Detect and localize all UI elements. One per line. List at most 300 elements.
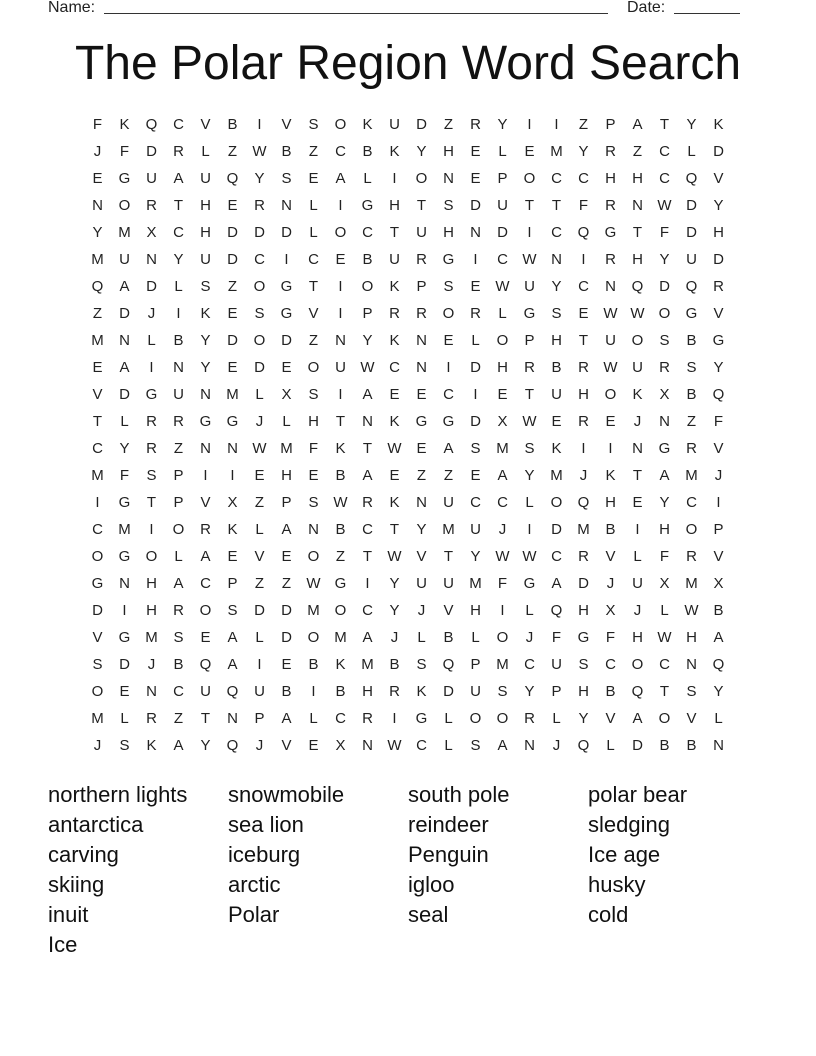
grid-letter[interactable]: C bbox=[362, 224, 373, 241]
grid-letter[interactable]: D bbox=[497, 224, 508, 241]
grid-letter[interactable]: G bbox=[118, 494, 131, 511]
grid-letter[interactable]: Y bbox=[524, 683, 535, 700]
grid-letter[interactable]: H bbox=[308, 413, 319, 430]
grid-letter[interactable]: H bbox=[605, 170, 616, 187]
grid-letter[interactable]: E bbox=[470, 278, 481, 295]
grid-letter[interactable]: L bbox=[525, 494, 534, 511]
grid-letter[interactable]: L bbox=[174, 278, 183, 295]
grid-letter[interactable]: R bbox=[470, 305, 481, 322]
grid-letter[interactable]: N bbox=[200, 386, 211, 403]
grid-letter[interactable]: M bbox=[496, 440, 509, 457]
grid-letter[interactable]: F bbox=[659, 224, 670, 241]
grid-letter[interactable]: I bbox=[608, 440, 613, 457]
grid-letter[interactable]: O bbox=[307, 629, 320, 646]
grid-letter[interactable]: Z bbox=[92, 305, 103, 322]
grid-letter[interactable]: O bbox=[496, 629, 509, 646]
grid-letter[interactable]: K bbox=[416, 683, 427, 700]
grid-letter[interactable]: J bbox=[93, 143, 102, 160]
grid-letter[interactable]: S bbox=[659, 332, 670, 349]
grid-letter[interactable]: O bbox=[91, 683, 104, 700]
grid-letter[interactable]: Q bbox=[199, 656, 212, 673]
grid-letter[interactable]: G bbox=[280, 305, 293, 322]
grid-letter[interactable]: R bbox=[173, 413, 184, 430]
grid-letter[interactable]: J bbox=[552, 737, 561, 754]
grid-letter[interactable]: W bbox=[630, 305, 645, 322]
grid-letter[interactable]: O bbox=[550, 494, 563, 511]
grid-letter[interactable]: A bbox=[119, 359, 130, 376]
grid-letter[interactable]: N bbox=[713, 737, 724, 754]
grid-letter[interactable]: O bbox=[604, 386, 617, 403]
grid-letter[interactable]: U bbox=[470, 683, 481, 700]
grid-letter[interactable]: T bbox=[524, 197, 535, 214]
grid-letter[interactable]: L bbox=[309, 710, 318, 727]
grid-letter[interactable]: C bbox=[605, 656, 616, 673]
grid-letter[interactable]: T bbox=[173, 197, 184, 214]
grid-letter[interactable]: W bbox=[657, 197, 672, 214]
grid-letter[interactable]: F bbox=[308, 440, 319, 457]
grid-letter[interactable]: H bbox=[443, 224, 454, 241]
grid-letter[interactable]: H bbox=[200, 197, 211, 214]
grid-letter[interactable]: G bbox=[442, 251, 455, 268]
grid-letter[interactable]: K bbox=[389, 278, 400, 295]
grid-letter[interactable]: N bbox=[146, 251, 157, 268]
grid-letter[interactable]: R bbox=[578, 359, 589, 376]
grid-letter[interactable]: X bbox=[659, 575, 670, 592]
grid-letter[interactable]: A bbox=[335, 170, 346, 187]
grid-letter[interactable]: S bbox=[92, 656, 103, 673]
grid-letter[interactable]: D bbox=[227, 332, 238, 349]
grid-letter[interactable]: Q bbox=[226, 683, 239, 700]
grid-letter[interactable]: Q bbox=[631, 683, 644, 700]
grid-letter[interactable]: L bbox=[309, 224, 318, 241]
grid-letter[interactable]: O bbox=[145, 548, 158, 565]
grid-letter[interactable]: M bbox=[118, 224, 131, 241]
grid-letter[interactable]: O bbox=[199, 602, 212, 619]
grid-letter[interactable]: W bbox=[387, 737, 402, 754]
grid-letter[interactable]: V bbox=[254, 548, 265, 565]
grid-letter[interactable]: B bbox=[605, 683, 616, 700]
grid-letter[interactable]: U bbox=[119, 251, 130, 268]
grid-letter[interactable]: T bbox=[632, 467, 643, 484]
grid-letter[interactable]: E bbox=[227, 548, 238, 565]
grid-letter[interactable]: J bbox=[390, 629, 399, 646]
grid-letter[interactable]: L bbox=[201, 143, 210, 160]
grid-letter[interactable]: C bbox=[686, 494, 697, 511]
grid-letter[interactable]: U bbox=[443, 494, 454, 511]
grid-letter[interactable]: O bbox=[253, 278, 266, 295]
grid-letter[interactable]: O bbox=[631, 656, 644, 673]
grid-letter[interactable]: I bbox=[581, 251, 586, 268]
grid-letter[interactable]: Z bbox=[308, 143, 319, 160]
grid-letter[interactable]: N bbox=[173, 359, 184, 376]
grid-letter[interactable]: A bbox=[362, 467, 373, 484]
grid-letter[interactable]: Z bbox=[254, 494, 265, 511]
grid-letter[interactable]: H bbox=[281, 467, 292, 484]
grid-letter[interactable]: O bbox=[334, 602, 347, 619]
grid-letter[interactable]: R bbox=[389, 305, 400, 322]
grid-letter[interactable]: Z bbox=[254, 575, 265, 592]
grid-letter[interactable]: W bbox=[360, 359, 375, 376]
grid-letter[interactable]: G bbox=[658, 440, 671, 457]
grid-letter[interactable]: D bbox=[119, 386, 130, 403]
grid-letter[interactable]: N bbox=[146, 683, 157, 700]
grid-letter[interactable]: J bbox=[498, 521, 507, 538]
grid-letter[interactable]: Q bbox=[550, 602, 563, 619]
grid-letter[interactable]: H bbox=[632, 251, 643, 268]
grid-letter[interactable]: Z bbox=[686, 413, 697, 430]
grid-letter[interactable]: H bbox=[146, 602, 157, 619]
grid-letter[interactable]: D bbox=[281, 629, 292, 646]
grid-letter[interactable]: E bbox=[389, 467, 400, 484]
grid-letter[interactable]: J bbox=[633, 602, 642, 619]
grid-letter[interactable]: X bbox=[497, 413, 508, 430]
grid-letter[interactable]: T bbox=[659, 116, 670, 133]
grid-letter[interactable]: R bbox=[146, 413, 157, 430]
grid-letter[interactable]: T bbox=[659, 683, 670, 700]
grid-letter[interactable]: E bbox=[92, 170, 103, 187]
grid-letter[interactable]: S bbox=[578, 656, 589, 673]
grid-letter[interactable]: T bbox=[146, 494, 157, 511]
grid-letter[interactable]: U bbox=[200, 251, 211, 268]
grid-letter[interactable]: E bbox=[497, 386, 508, 403]
grid-letter[interactable]: I bbox=[122, 602, 127, 619]
grid-letter[interactable]: B bbox=[686, 386, 697, 403]
grid-letter[interactable]: P bbox=[362, 305, 373, 322]
grid-letter[interactable]: I bbox=[203, 467, 208, 484]
grid-letter[interactable]: D bbox=[119, 305, 130, 322]
grid-letter[interactable]: B bbox=[659, 737, 670, 754]
grid-letter[interactable]: P bbox=[524, 332, 535, 349]
grid-letter[interactable]: S bbox=[416, 656, 427, 673]
grid-letter[interactable]: M bbox=[685, 575, 698, 592]
grid-letter[interactable]: E bbox=[443, 332, 454, 349]
grid-letter[interactable]: D bbox=[146, 143, 157, 160]
grid-letter[interactable]: V bbox=[200, 116, 211, 133]
grid-letter[interactable]: I bbox=[392, 170, 397, 187]
grid-letter[interactable]: D bbox=[632, 737, 643, 754]
grid-letter[interactable]: I bbox=[365, 575, 370, 592]
grid-letter[interactable]: U bbox=[686, 251, 697, 268]
grid-letter[interactable]: L bbox=[120, 413, 129, 430]
grid-letter[interactable]: K bbox=[362, 116, 373, 133]
grid-letter[interactable]: L bbox=[687, 143, 696, 160]
grid-letter[interactable]: E bbox=[551, 413, 562, 430]
grid-letter[interactable]: E bbox=[281, 359, 292, 376]
grid-letter[interactable]: A bbox=[551, 575, 562, 592]
grid-letter[interactable]: Y bbox=[173, 251, 184, 268]
grid-letter[interactable]: D bbox=[686, 224, 697, 241]
grid-letter[interactable]: P bbox=[497, 170, 508, 187]
grid-letter[interactable]: D bbox=[551, 521, 562, 538]
grid-letter[interactable]: I bbox=[230, 467, 235, 484]
grid-letter[interactable]: C bbox=[335, 143, 346, 160]
grid-letter[interactable]: D bbox=[281, 602, 292, 619]
grid-letter[interactable]: Z bbox=[335, 548, 346, 565]
grid-letter[interactable]: X bbox=[146, 224, 157, 241]
grid-letter[interactable]: S bbox=[200, 278, 211, 295]
grid-letter[interactable]: J bbox=[417, 602, 426, 619]
grid-letter[interactable]: Y bbox=[119, 440, 130, 457]
grid-letter[interactable]: U bbox=[551, 386, 562, 403]
grid-letter[interactable]: G bbox=[577, 629, 590, 646]
grid-letter[interactable]: W bbox=[495, 548, 510, 565]
grid-letter[interactable]: L bbox=[120, 710, 129, 727]
grid-letter[interactable]: C bbox=[659, 656, 670, 673]
grid-letter[interactable]: C bbox=[470, 494, 481, 511]
grid-letter[interactable]: L bbox=[471, 629, 480, 646]
grid-letter[interactable]: G bbox=[523, 575, 536, 592]
grid-letter[interactable]: G bbox=[415, 413, 428, 430]
grid-letter[interactable]: Y bbox=[200, 332, 211, 349]
grid-letter[interactable]: N bbox=[362, 413, 373, 430]
grid-letter[interactable]: Y bbox=[524, 467, 535, 484]
grid-letter[interactable]: R bbox=[416, 251, 427, 268]
grid-letter[interactable]: U bbox=[416, 575, 427, 592]
grid-letter[interactable]: O bbox=[496, 332, 509, 349]
grid-letter[interactable]: U bbox=[443, 575, 454, 592]
grid-letter[interactable]: R bbox=[173, 143, 184, 160]
grid-letter[interactable]: I bbox=[527, 224, 532, 241]
grid-letter[interactable]: O bbox=[631, 332, 644, 349]
grid-letter[interactable]: E bbox=[227, 305, 238, 322]
grid-letter[interactable]: H bbox=[146, 575, 157, 592]
grid-letter[interactable]: E bbox=[578, 305, 589, 322]
grid-letter[interactable]: U bbox=[200, 170, 211, 187]
grid-letter[interactable]: E bbox=[416, 386, 427, 403]
grid-letter[interactable]: J bbox=[93, 737, 102, 754]
grid-letter[interactable]: V bbox=[92, 386, 103, 403]
grid-letter[interactable]: T bbox=[362, 548, 373, 565]
grid-letter[interactable]: U bbox=[551, 656, 562, 673]
grid-letter[interactable]: S bbox=[308, 494, 319, 511]
grid-letter[interactable]: T bbox=[389, 521, 400, 538]
grid-letter[interactable]: Z bbox=[578, 116, 589, 133]
grid-letter[interactable]: O bbox=[415, 170, 428, 187]
grid-letter[interactable]: M bbox=[685, 467, 698, 484]
grid-letter[interactable]: A bbox=[713, 629, 724, 646]
grid-letter[interactable]: R bbox=[362, 494, 373, 511]
grid-letter[interactable]: S bbox=[146, 467, 157, 484]
grid-letter[interactable]: B bbox=[227, 116, 238, 133]
grid-letter[interactable]: C bbox=[173, 116, 184, 133]
grid-letter[interactable]: S bbox=[470, 440, 481, 457]
grid-letter[interactable]: L bbox=[525, 602, 534, 619]
grid-letter[interactable]: B bbox=[335, 683, 346, 700]
grid-letter[interactable]: I bbox=[257, 116, 262, 133]
grid-letter[interactable]: S bbox=[551, 305, 562, 322]
grid-letter[interactable]: F bbox=[497, 575, 508, 592]
grid-letter[interactable]: R bbox=[146, 440, 157, 457]
grid-letter[interactable]: E bbox=[227, 197, 238, 214]
grid-letter[interactable]: J bbox=[714, 467, 723, 484]
grid-letter[interactable]: H bbox=[713, 224, 724, 241]
grid-letter[interactable]: S bbox=[497, 683, 508, 700]
grid-letter[interactable]: N bbox=[659, 413, 670, 430]
grid-letter[interactable]: T bbox=[578, 332, 589, 349]
grid-letter[interactable]: L bbox=[606, 737, 615, 754]
grid-letter[interactable]: F bbox=[551, 629, 562, 646]
grid-letter[interactable]: E bbox=[254, 467, 265, 484]
grid-letter[interactable]: M bbox=[91, 251, 104, 268]
grid-letter[interactable]: C bbox=[578, 278, 589, 295]
grid-letter[interactable]: U bbox=[497, 197, 508, 214]
grid-letter[interactable]: W bbox=[333, 494, 348, 511]
grid-letter[interactable]: N bbox=[416, 332, 427, 349]
grid-letter[interactable]: W bbox=[387, 440, 402, 457]
grid-letter[interactable]: E bbox=[119, 683, 130, 700]
grid-letter[interactable]: V bbox=[92, 629, 103, 646]
grid-letter[interactable]: U bbox=[254, 683, 265, 700]
grid-letter[interactable]: D bbox=[227, 251, 238, 268]
grid-letter[interactable]: K bbox=[335, 656, 346, 673]
grid-letter[interactable]: C bbox=[551, 170, 562, 187]
grid-letter[interactable]: M bbox=[280, 440, 293, 457]
grid-letter[interactable]: G bbox=[226, 413, 239, 430]
grid-letter[interactable]: S bbox=[443, 278, 454, 295]
grid-letter[interactable]: R bbox=[686, 548, 697, 565]
grid-letter[interactable]: T bbox=[200, 710, 211, 727]
grid-letter[interactable]: C bbox=[389, 359, 400, 376]
grid-letter[interactable]: V bbox=[713, 548, 724, 565]
grid-letter[interactable]: C bbox=[578, 170, 589, 187]
grid-letter[interactable]: O bbox=[253, 332, 266, 349]
grid-letter[interactable]: D bbox=[659, 278, 670, 295]
grid-letter[interactable]: D bbox=[416, 116, 427, 133]
grid-letter[interactable]: D bbox=[713, 143, 724, 160]
grid-letter[interactable]: Y bbox=[713, 359, 724, 376]
grid-letter[interactable]: E bbox=[470, 143, 481, 160]
grid-letter[interactable]: W bbox=[387, 548, 402, 565]
grid-letter[interactable]: Y bbox=[686, 116, 697, 133]
grid-letter[interactable]: G bbox=[91, 575, 104, 592]
grid-letter[interactable]: Z bbox=[173, 710, 184, 727]
grid-letter[interactable]: D bbox=[92, 602, 103, 619]
grid-letter[interactable]: C bbox=[200, 575, 211, 592]
grid-letter[interactable]: Z bbox=[227, 143, 238, 160]
grid-letter[interactable]: X bbox=[713, 575, 724, 592]
grid-letter[interactable]: R bbox=[605, 143, 616, 160]
grid-letter[interactable]: N bbox=[227, 710, 238, 727]
grid-letter[interactable]: G bbox=[118, 548, 131, 565]
grid-letter[interactable]: G bbox=[361, 197, 374, 214]
grid-letter[interactable]: I bbox=[149, 521, 154, 538]
grid-letter[interactable]: I bbox=[338, 197, 343, 214]
grid-letter[interactable]: D bbox=[686, 197, 697, 214]
grid-letter[interactable]: W bbox=[252, 143, 267, 160]
grid-letter[interactable]: O bbox=[685, 521, 698, 538]
grid-letter[interactable]: U bbox=[335, 359, 346, 376]
grid-letter[interactable]: L bbox=[255, 629, 264, 646]
grid-letter[interactable]: O bbox=[334, 116, 347, 133]
grid-letter[interactable]: B bbox=[362, 251, 373, 268]
grid-letter[interactable]: D bbox=[281, 224, 292, 241]
grid-letter[interactable]: P bbox=[416, 278, 427, 295]
grid-letter[interactable]: Z bbox=[416, 467, 427, 484]
grid-letter[interactable]: H bbox=[362, 683, 373, 700]
grid-letter[interactable]: Q bbox=[631, 278, 644, 295]
grid-letter[interactable]: D bbox=[254, 359, 265, 376]
grid-letter[interactable]: E bbox=[632, 494, 643, 511]
grid-letter[interactable]: K bbox=[119, 116, 130, 133]
grid-letter[interactable]: F bbox=[119, 467, 130, 484]
grid-letter[interactable]: L bbox=[633, 548, 642, 565]
grid-letter[interactable]: P bbox=[173, 494, 184, 511]
grid-letter[interactable]: G bbox=[712, 332, 725, 349]
grid-letter[interactable]: H bbox=[632, 170, 643, 187]
grid-letter[interactable]: I bbox=[635, 521, 640, 538]
grid-letter[interactable]: L bbox=[282, 413, 291, 430]
grid-letter[interactable]: F bbox=[605, 629, 616, 646]
grid-letter[interactable]: N bbox=[443, 170, 454, 187]
grid-letter[interactable]: Z bbox=[308, 332, 319, 349]
grid-letter[interactable]: P bbox=[713, 521, 724, 538]
grid-letter[interactable]: U bbox=[200, 683, 211, 700]
grid-letter[interactable]: P bbox=[254, 710, 265, 727]
grid-letter[interactable]: K bbox=[551, 440, 562, 457]
grid-letter[interactable]: T bbox=[308, 278, 319, 295]
grid-letter[interactable]: Q bbox=[577, 494, 590, 511]
grid-letter[interactable]: Y bbox=[470, 548, 481, 565]
grid-letter[interactable]: G bbox=[415, 710, 428, 727]
grid-letter[interactable]: G bbox=[118, 170, 131, 187]
grid-letter[interactable]: J bbox=[147, 305, 156, 322]
grid-letter[interactable]: C bbox=[173, 224, 184, 241]
grid-letter[interactable]: D bbox=[470, 359, 481, 376]
grid-letter[interactable]: B bbox=[362, 143, 373, 160]
grid-letter[interactable]: M bbox=[550, 467, 563, 484]
grid-letter[interactable]: K bbox=[389, 413, 400, 430]
grid-letter[interactable]: M bbox=[550, 143, 563, 160]
grid-letter[interactable]: K bbox=[605, 467, 616, 484]
grid-letter[interactable]: D bbox=[227, 224, 238, 241]
grid-letter[interactable]: H bbox=[578, 386, 589, 403]
grid-letter[interactable]: L bbox=[498, 143, 507, 160]
grid-letter[interactable]: V bbox=[443, 602, 454, 619]
grid-letter[interactable]: N bbox=[227, 440, 238, 457]
grid-letter[interactable]: M bbox=[91, 332, 104, 349]
grid-letter[interactable]: L bbox=[255, 521, 264, 538]
grid-letter[interactable]: U bbox=[389, 116, 400, 133]
grid-letter[interactable]: M bbox=[226, 386, 239, 403]
grid-letter[interactable]: D bbox=[119, 656, 130, 673]
grid-letter[interactable]: N bbox=[335, 332, 346, 349]
grid-letter[interactable]: M bbox=[118, 521, 131, 538]
grid-letter[interactable]: Y bbox=[497, 116, 508, 133]
grid-letter[interactable]: H bbox=[551, 332, 562, 349]
grid-letter[interactable]: M bbox=[442, 521, 455, 538]
grid-letter[interactable]: W bbox=[495, 278, 510, 295]
grid-letter[interactable]: R bbox=[146, 710, 157, 727]
grid-letter[interactable]: T bbox=[92, 413, 103, 430]
grid-letter[interactable]: E bbox=[605, 413, 616, 430]
grid-letter[interactable]: Q bbox=[685, 278, 698, 295]
grid-letter[interactable]: M bbox=[91, 467, 104, 484]
grid-letter[interactable]: H bbox=[686, 629, 697, 646]
grid-letter[interactable]: I bbox=[338, 278, 343, 295]
grid-letter[interactable]: Y bbox=[200, 359, 211, 376]
grid-letter[interactable]: M bbox=[91, 710, 104, 727]
grid-letter[interactable]: A bbox=[632, 116, 643, 133]
grid-letter[interactable]: N bbox=[632, 197, 643, 214]
grid-letter[interactable]: L bbox=[363, 170, 372, 187]
grid-letter[interactable]: W bbox=[603, 305, 618, 322]
grid-letter[interactable]: C bbox=[497, 494, 508, 511]
grid-letter[interactable]: B bbox=[686, 332, 697, 349]
grid-letter[interactable]: Y bbox=[362, 332, 373, 349]
grid-letter[interactable]: Y bbox=[659, 494, 670, 511]
grid-letter[interactable]: J bbox=[633, 413, 642, 430]
grid-letter[interactable]: Q bbox=[712, 386, 725, 403]
